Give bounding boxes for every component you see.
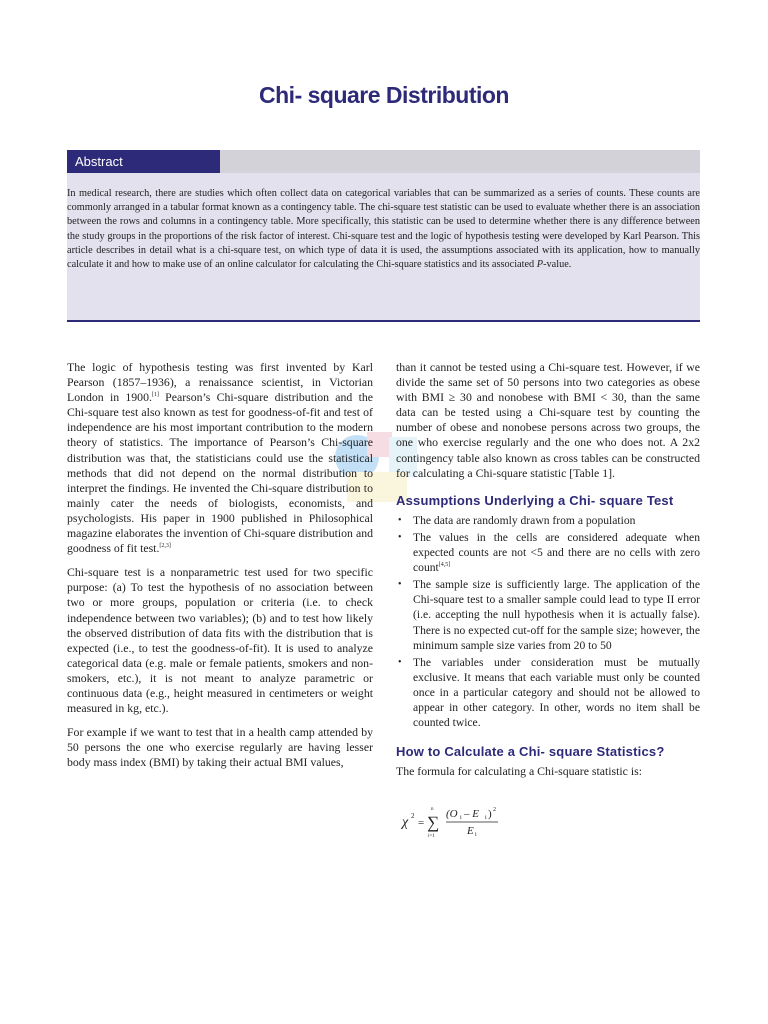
list-item: [396, 530, 700, 575]
bullet-icon: •: [398, 514, 402, 526]
formula-intro: The formula for calculating a Chi-square statistic is:: [396, 764, 643, 779]
bullet-icon: •: [398, 656, 402, 668]
intro-text-b: Pearson’s Chi-square distribution and the Chi-square test also known as test for goodness-of-fit and test of independence are his most important contribution to the modern theory of statistics. The importance of Pearson’s Chi-square distribution was that, the statisticians could use the statistical methods that did not depend on the normal distribution to interpret the findings. He invented the Chi-square distribution to mainly cater the needs of biologists, economists, and psychologists. His paper in 1900 published in Philosophical magazine elaborates the invention of Chi-square distribution and goodness of fit test.: [67, 390, 373, 556]
intro-text-a: The logic of hypothesis testing was first invented by Karl Pearson (1857–1936), a renaissance scientist, in Victorian London in 1900.: [67, 360, 373, 405]
abstract-box: [67, 150, 700, 320]
page-title: Chi- square Distribution: [259, 82, 509, 108]
abstract-body-end: -value.: [543, 259, 572, 271]
chi-square-formula: [400, 802, 520, 842]
formula-den-sub: i: [475, 832, 477, 839]
abstract-p-italic: P: [536, 259, 544, 271]
formula-num-o: (O: [446, 808, 458, 821]
formula-sum-icon: ∑: [427, 813, 440, 833]
right-column: [396, 360, 700, 846]
assumptions-heading: Assumptions Underlying a Chi- square Test: [396, 492, 674, 508]
formula-chi: χ: [402, 815, 409, 831]
formula-sum-lower: i=1: [428, 834, 435, 840]
citation-ref: [2,3]: [159, 543, 171, 550]
list-item-text: The sample size is sufficiently large. The application of the Chi-square test to a smaller sample could lead to type II error (i.e. accepting the null hypothesis when it is actually false). There is no expected cut-off for the sample size; however, the minimum sample size varies from 20 to 50: [413, 578, 700, 652]
list-item: [396, 577, 700, 652]
formula-den-e: E: [467, 825, 474, 838]
bullet-icon: •: [398, 531, 402, 543]
intro-paragraph: [67, 360, 373, 556]
purpose-paragraph: Chi-square test is a nonparametric test used for two specific purpose: (a) To test the hypothesis of no association between two or more groups, population or criteria (i.e. to check independence between two variables); (b) and to test how likely the observed distribution of data fits with the distribution that is expected (i.e., to test the goodness-of-fit). It is used to analyze categorical data (e.g. male or female patients, smokers and non-smokers, etc.), it is not meant to analyze parametric or continuous data (e.g., height measured in centimeters or weight measured in kg, etc.).: [67, 565, 373, 716]
formula-num-close: ): [488, 808, 492, 821]
formula-num-e: – E: [464, 808, 479, 821]
abstract-text: [67, 187, 700, 272]
citation-ref: [1]: [151, 392, 159, 399]
left-column: [67, 360, 373, 779]
abstract-body: In medical research, there are studies which often collect data on categorical variables that can be summarized as a series of counts. These counts are commonly arranged in a tabular format known as a contingency table. The chi-square test statistic can be used to evaluate whether there is an association between the rows and columns in a contingency table. More specifically, this statistic can be used to determine whether there is any difference between the study groups in the proportions of the risk factor of interest. Chi-square test and the logic of hypothesis testing were developed by Karl Pearson. This article describes in detail what is a chi-square test, on which type of data it is used, the assumptions associated with its application, how to manually calculate it and how to make use of an online calculator for calculating the Chi-square statistics and its associated: [67, 188, 700, 271]
formula-sum-upper: n: [431, 807, 434, 813]
list-item: [396, 513, 700, 528]
formula-num-sub-e: i: [485, 815, 487, 822]
formula-equals: =: [418, 817, 425, 830]
assumptions-list: [396, 513, 700, 730]
bullet-icon: •: [398, 579, 402, 591]
formula-num-power: 2: [493, 807, 496, 814]
list-item: [396, 655, 700, 730]
list-item-text: The variables under consideration must be mutually exclusive. It means that each variable must only be counted once in a particular category and should not be allowed to appear in other category. In other, words no item shall be counted twice.: [413, 655, 700, 730]
abstract-divider: [67, 320, 700, 322]
list-item-text: The data are randomly drawn from a population: [413, 513, 636, 527]
formula-num-sub-o: i: [460, 815, 462, 822]
abstract-label: Abstract: [67, 150, 220, 173]
citation-ref: [4,5]: [438, 562, 451, 569]
example-continued-paragraph: than it cannot be tested using a Chi-square test. However, if we divide the same set of 50 persons into two categories as obese with BMI ≥ 30 and nonobese with BMI < 30, than the same data can be tested using a Chi-square test by counting the number of obese and nonobese persons across two groups, the one who exercise regularly and the one who does not. A 2x2 contingency table also known as cross tables can be constructed for calculating a Chi-square statistic [Table 1].: [396, 360, 700, 480]
calculation-heading: How to Calculate a Chi- square Statistics?: [396, 744, 665, 760]
formula-chi-power: 2: [411, 812, 415, 821]
list-item-text: The values in the cells are considered adequate when expected counts are not <5 and there are no cells with zero count: [413, 530, 700, 575]
example-paragraph: For example if we want to test that in a health camp attended by 50 persons the one who exercise regularly are having lesser body mass index (BMI) by taking their actual BMI values,: [67, 725, 373, 770]
